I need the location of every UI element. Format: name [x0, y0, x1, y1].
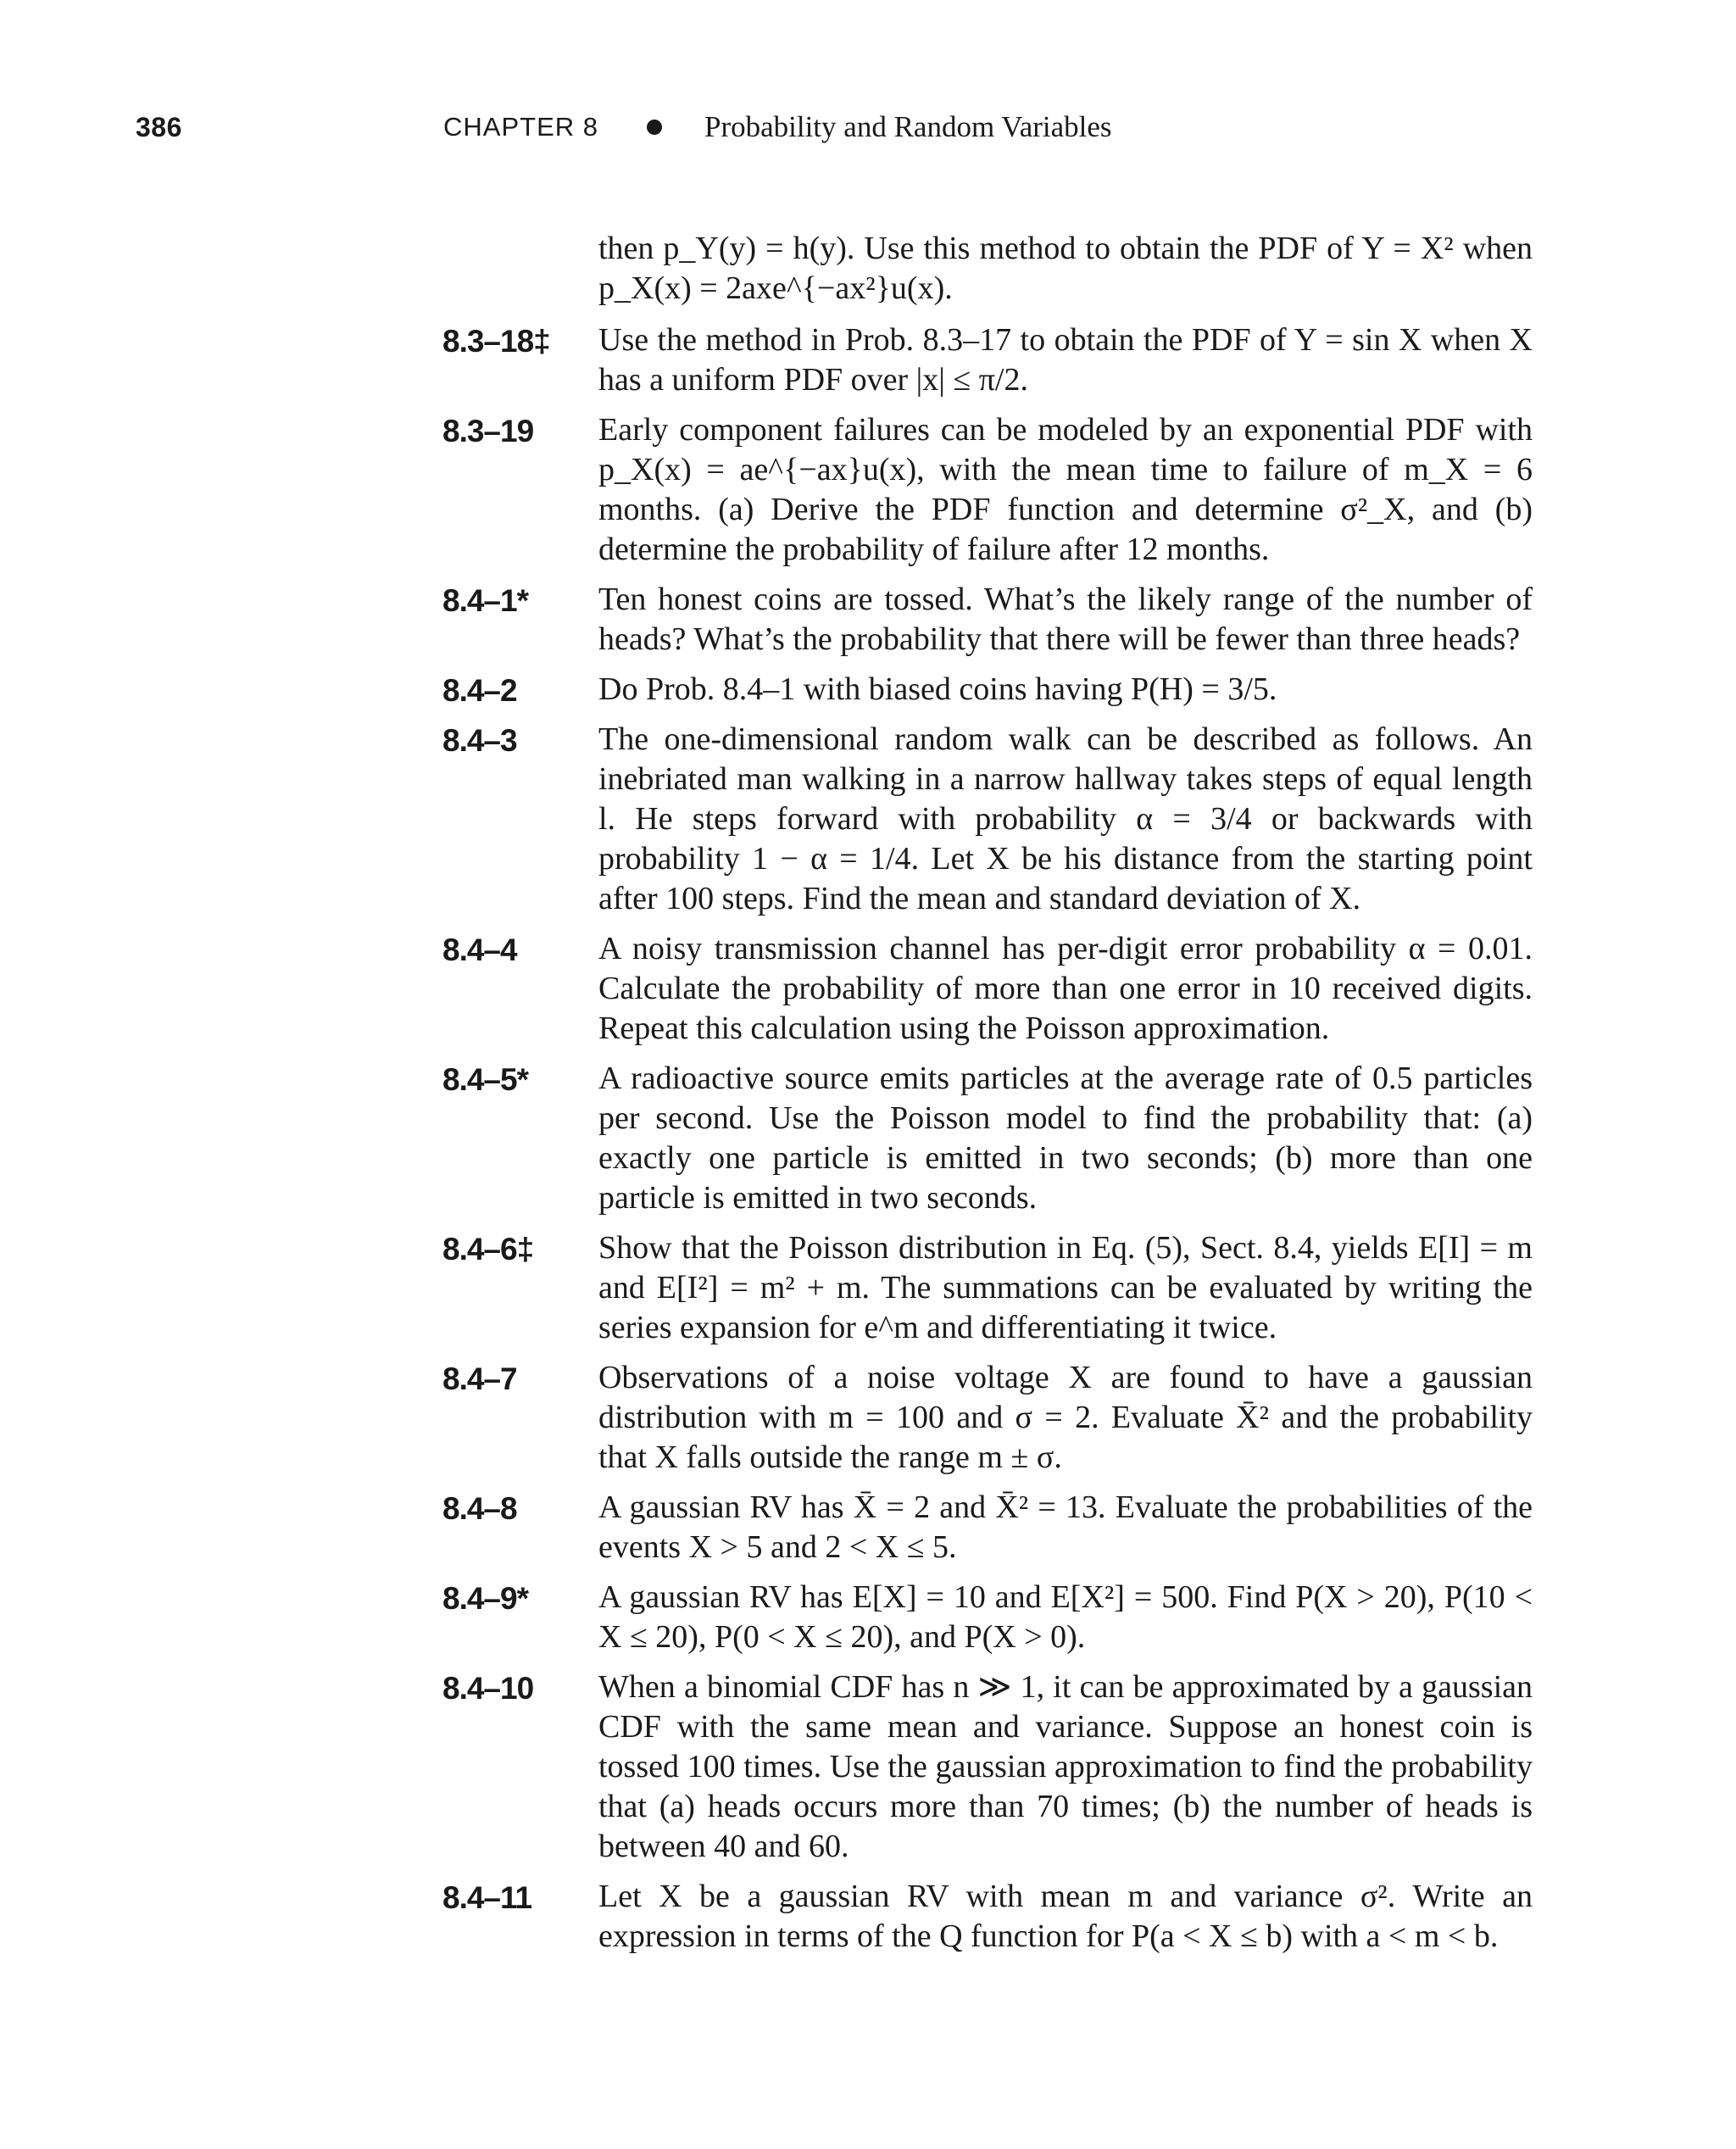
problem-item — [442, 1228, 1533, 1348]
problem-text: When a binomial CDF has n ≫ 1, it can be approximated by a gaussian CDF with the same mean and variance. Suppose an honest coin is tossed 100 times. Use the gaussian approximation to find the probability that (a) heads occurs more than 70 times; (b) the number of heads is between 40 and 60. — [598, 1669, 1533, 1864]
problem-number: 8.4–4 — [442, 933, 517, 967]
problem-number: 8.4–7 — [442, 1361, 517, 1396]
problem-number: 8.4–3 — [442, 723, 517, 758]
problem-text: A noisy transmission channel has per-digit error probability α = 0.01. Calculate the probability of more than one error in 10 received digits. Repeat this calculation using the Poisson approximation. — [598, 931, 1533, 1046]
problem-item — [442, 320, 1533, 400]
problem-item — [442, 1488, 1533, 1567]
problem-text: Show that the Poisson distribution in Eq. (5), Sect. 8.4, yields E[I] = m and E[I²] = m² + m. The summations can be evaluated by writing the series expansion for e^m and differentiating it twice. — [598, 1230, 1533, 1345]
problem-text: Use the method in Prob. 8.3–17 to obtain the PDF of Y = sin X when X has a uniform PDF over |x| ≤ π/2. — [598, 322, 1533, 398]
running-head — [443, 110, 1112, 144]
problem-item — [442, 929, 1533, 1049]
problem-text: Observations of a noise voltage X are found to have a gaussian distribution with m = 100 and σ = 2. Evaluate X̄² and the probability that X falls outside the range m ± σ. — [598, 1360, 1533, 1475]
problem-item — [442, 1059, 1533, 1218]
problem-number: 8.3–18‡ — [442, 324, 550, 359]
problem-number: 8.3–19 — [442, 414, 534, 448]
problem-number: 8.4–11 — [442, 1880, 532, 1915]
problem-item — [442, 580, 1533, 660]
bullet-icon — [647, 120, 662, 135]
problem-number: 8.4–6‡ — [442, 1232, 534, 1267]
problem-number: 8.4–10 — [442, 1671, 534, 1706]
chapter-label: CHAPTER 8 — [443, 112, 598, 142]
problem-text: A gaussian RV has X̄ = 2 and X̄² = 13. Evaluate the probabilities of the events X > 5 and 2 < X ≤ 5. — [598, 1489, 1533, 1565]
problem-item — [442, 1358, 1533, 1478]
problem-item — [442, 1667, 1533, 1867]
problem-item — [442, 670, 1533, 710]
problem-item — [442, 1578, 1533, 1657]
continuation-text: then p_Y(y) = h(y). Use this method to obtain the PDF of Y = X² when p_X(x) = 2axe^{−ax²}u(x). — [598, 231, 1533, 306]
problem-text: Let X be a gaussian RV with mean m and variance σ². Write an expression in terms of the Q function for P(a < X ≤ b) with a < m < b. — [598, 1879, 1533, 1954]
problem-text: The one-dimensional random walk can be described as follows. An inebriated man walking in a narrow hallway takes steps of equal length l. He steps forward with probability α = 3/4 or backwards with probability 1 − α = 1/4. Let X be his distance from the starting point after 100 steps. Find the mean and standard deviation of X. — [598, 721, 1533, 916]
problem-item — [442, 720, 1533, 919]
problem-list — [442, 229, 1533, 1967]
problem-text: Early component failures can be modeled by an exponential PDF with p_X(x) = ae^{−ax}u(x), with the mean time to failure of m_X = 6 months. (a) Derive the PDF function and determine σ²_X, and (b) determine the probability of failure after 12 months. — [598, 412, 1533, 567]
problem-item — [442, 410, 1533, 570]
problem-item — [442, 1877, 1533, 1957]
page-number: 386 — [136, 112, 182, 142]
problem-number: 8.4–5* — [442, 1062, 528, 1097]
problem-text: Ten honest coins are tossed. What’s the likely range of the number of heads? What’s the probability that there will be fewer than three heads? — [598, 582, 1533, 657]
problem-text: Do Prob. 8.4–1 with biased coins having P(H) = 3/5. — [598, 671, 1277, 707]
problem-number: 8.4–8 — [442, 1491, 517, 1526]
problem-number: 8.4–1* — [442, 583, 528, 618]
problem-number: 8.4–9* — [442, 1581, 528, 1616]
chapter-title: Probability and Random Variables — [704, 110, 1112, 143]
problem-number: 8.4–2 — [442, 673, 517, 708]
problem-text: A gaussian RV has E[X] = 10 and E[X²] = 500. Find P(X > 20), P(10 < X ≤ 20), P(0 < X ≤ 20), and P(X > 0). — [598, 1579, 1533, 1655]
problem-text: A radioactive source emits particles at the average rate of 0.5 particles per second. Use the Poisson model to find the probability that: (a) exactly one particle is emitted in two seconds; (b) more than one particle is emitted in two seconds. — [598, 1061, 1533, 1216]
